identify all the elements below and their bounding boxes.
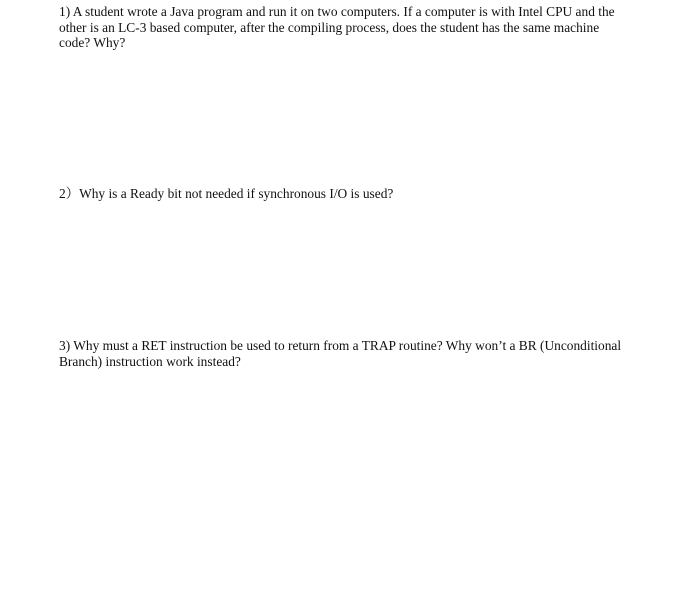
question-1-line-1: 1) A student wrote a Java program and run it on two computers. If a computer is with Intel CPU and the bbox=[59, 4, 615, 19]
question-1-line-2: other is an LC-3 based computer, after the compiling process, does the student has the same machine bbox=[59, 19, 600, 35]
question-3-line-2: Branch) instruction work instead? bbox=[59, 353, 241, 369]
question-2-line-1: 2）Why is a Ready bit not needed if synchronous I/O is used? bbox=[59, 186, 394, 201]
question-1 bbox=[59, 4, 639, 51]
question-3-line-1: 3) Why must a RET instruction be used to return from a TRAP routine? Why won’t a BR (Unconditional bbox=[59, 338, 622, 353]
question-1-line-3: code? Why? bbox=[59, 35, 126, 50]
question-3 bbox=[59, 338, 639, 369]
question-2 bbox=[59, 186, 639, 202]
